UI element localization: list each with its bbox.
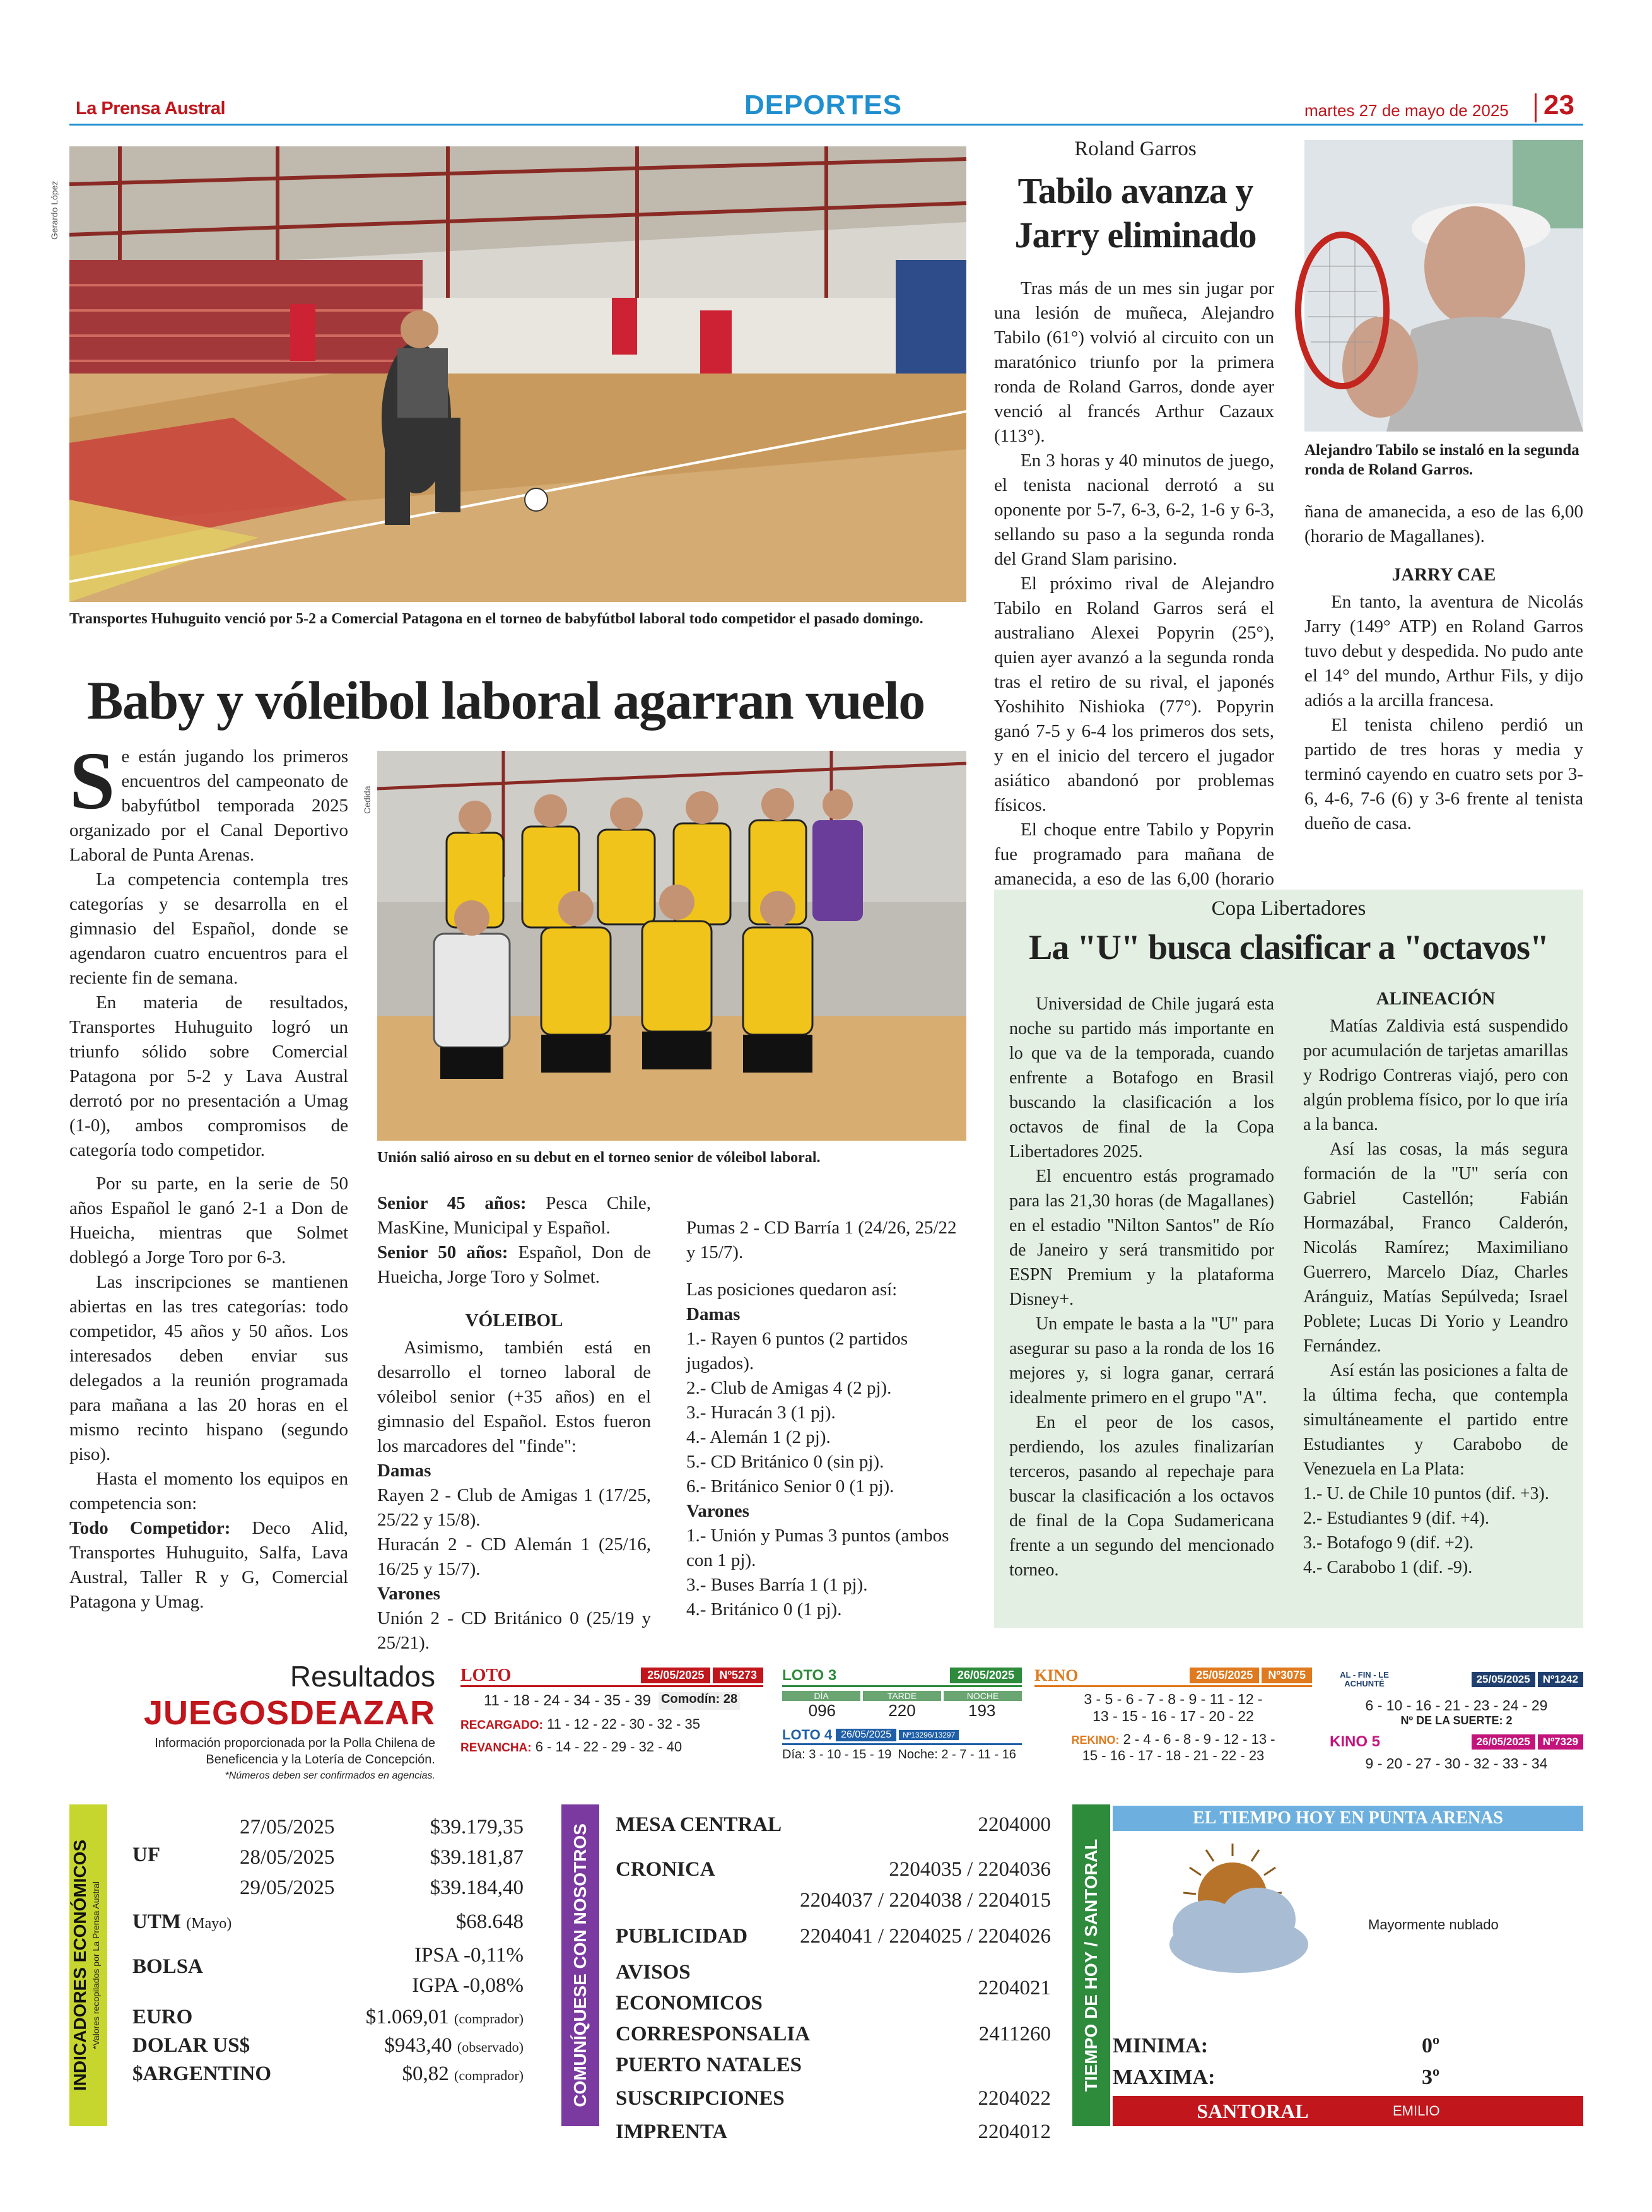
loto3-block: LOTO 3 26/05/2025 DÍA TARDE NOCHE 096 220 193 LOTO 4 26/05/2025 Nº13296/13297 Día: 3 - 10 - 15 - 19 Noche: 2 - 7 - 11 - 16	[782, 1666, 1022, 1762]
pos-damas-3: 3.- Huracán 3 (1 pj).	[686, 1403, 836, 1423]
baby-column-2	[377, 1191, 651, 1656]
voleibol-subhead: VÓLEIBOL	[465, 1310, 563, 1331]
tabilo-p5: En tanto, la aventura de Nicolás Jarry (149° ATP) en Roland Garros tuvo debut y despedida. No pudo ante el 14° del mundo, Arthur Fils, y dijo adiós a la arcilla francesa.	[1304, 592, 1583, 710]
tabilo-p1: Tras más de un mes sin jugar por una lesión de muñeca, Alejandro Tabilo (61°) volvió al circuito con un maratónico triunfo por la primera ronda de Roland Garros, donde ayer venció al francés Arthur Cazaux (113°).	[994, 278, 1274, 446]
baby-headline: Baby y vóleibol laboral agarran vuelo	[87, 670, 925, 731]
page-number: 23	[1544, 90, 1574, 121]
pos-varones-2: 3.- Buses Barría 1 (1 pj).	[686, 1575, 868, 1595]
header-rule	[69, 124, 1583, 126]
pos-damas-2: 2.- Club de Amigas 4 (2 pj).	[686, 1378, 892, 1398]
baby-p6: Hasta el momento los equipos en competencia son:	[69, 1469, 348, 1514]
indicadores-side-label: INDICADORES ECONÓMICOS *Valores recopilados por La Prensa Austral	[70, 1839, 101, 2091]
senior-50: Senior 50 años: Español, Don de Hueicha, Jorge Toro y Solmet.	[377, 1242, 651, 1287]
copa-p7: Así están las posiciones a falta de la última fecha, que contempla simultáneamente el partido entre Estudiantes y Carabobo de Venezuela en La Plata:	[1303, 1361, 1568, 1479]
pos-varones-3: 4.- Británico 0 (1 pj).	[686, 1599, 842, 1620]
copa-column-1	[1009, 992, 1274, 1582]
tabilo-p2: En 3 horas y 40 minutos de juego, el tenista nacional derrotó a su oponente por 5-7, 6-3, 6-2, 1-6 y 6-3, sellando su paso a la segunda ronda del Grand Slam parisino.	[994, 450, 1274, 569]
pos-damas-6: 6.- Británico Senior 0 (1 pj).	[686, 1476, 894, 1497]
pos-varones-subhead: Varones	[686, 1501, 749, 1521]
photo-credit-cedida: Cedida	[362, 785, 372, 814]
tabilo-column-2	[1304, 500, 1583, 836]
tabilo-photo	[1304, 140, 1583, 432]
baby-p2: La competencia contempla tres categorías y se desarrolla en el gimnasio del Español, donde se agendaron cuatro encuentros para el reciente fin de semana.	[69, 869, 348, 988]
contacto-table: MESA CENTRAL 2204000 CRONICA 2204035 / 2204036 2204037 / 2204038 / 2204015 PUBLICIDAD 2204041 / 2204025 / 2204026 AVISOS ECONOMICOS 2204021 CORRESPONSALIA 2411260 PUERTO NATALES SUSCRIPCIONES 2204022 IMPRENTA 2204012	[616, 1813, 1051, 2143]
varones-result-2: Pumas 2 - CD Barría 1 (24/26, 25/22 y 15/7).	[686, 1218, 957, 1262]
copa-standing-3: 3.- Botafogo 9 (dif. +2).	[1303, 1533, 1474, 1553]
copa-standing-4: 4.- Carabobo 1 (dif. -9).	[1303, 1558, 1473, 1577]
damas-subhead: Damas	[377, 1461, 431, 1481]
partly-cloudy-icon	[1157, 1844, 1321, 1982]
copa-column-2	[1303, 984, 1568, 1580]
photo-credit-gerardo: Gerardo López	[49, 180, 59, 240]
jarry-subhead: JARRY CAE	[1391, 565, 1496, 585]
copa-p2: El encuentro estás programado para las 21,30 horas (de Magallanes) en el estadio "Nilton Santos" de Río de Janeiro y será transmitido por ESPN Premium y la plataforma Disney+.	[1009, 1167, 1274, 1309]
photo1-caption: Transportes Huhuguito venció por 5-2 a Comercial Patagona en el torneo de babyfútbol laboral todo competidor el pasado domingo.	[69, 611, 923, 627]
tabilo-photo-caption: Alejandro Tabilo se instaló en la segunda ronda de Roland Garros.	[1304, 442, 1579, 478]
tiempo-minmax: MINIMA: 0º MAXIMA: 3º	[1113, 2034, 1440, 2089]
pos-damas-5: 5.- CD Británico 0 (sin pj).	[686, 1452, 884, 1472]
baby-p4: Por su parte, en la serie de 50 años Español le ganó 2-1 a Don de Hueicha, mientras que Solmet doblegó a Jorge Toro por 6-3.	[69, 1174, 348, 1268]
tabilo-p6: El tenista chileno perdió un partido de tres horas y media y terminó cayendo en cuatro sets por 3-6, 4-6, 7-6 (6) y 3-6 frente al tenista dueño de casa.	[1304, 715, 1583, 833]
copa-kicker: Copa Libertadores	[1211, 897, 1366, 920]
azar-title: Resultados JUEGOSDEAZAR Información proporcionada por la Polla Chilena de Beneficencia y la Lotería de Concepción. *Números deben ser confirmados en agencias.	[143, 1660, 435, 1781]
baby-p5: Las inscripciones se mantienen abiertas en las tres categorías: todo competidor, 45 años y 50 años. Los interesados deben enviar sus delegados a la reunión programada para mañana a las 20 horas en el mismo recinto hispano (segundo piso).	[69, 1272, 348, 1464]
contacto-side-label: COMUNÍQUESE CON NOSOTROS	[570, 1823, 590, 2107]
tiempo-title: EL TIEMPO HOY EN PUNTA ARENAS	[1113, 1806, 1583, 1831]
baby-column-3	[686, 1191, 966, 1622]
pos-damas-1: 1.- Rayen 6 puntos (2 partidos jugados).	[686, 1329, 908, 1374]
section-title: DEPORTES	[744, 90, 903, 121]
copa-p1: Universidad de Chile jugará esta noche su partido más importante en lo que va de la temporada, cuando enfrente a Botafogo en Brasil buscando la clasificación a los octavos de final de la Copa Libertadores 2025.	[1009, 994, 1274, 1162]
dropcap: S	[69, 736, 115, 827]
baby-p3: En materia de resultados, Transportes Huhuguito logró un triunfo sólido sobre Comercial Patagona por 5-2 y Lava Austral derrotó por no presentación a Umag (1-0), ambos compromisos de categoría todo competidor.	[69, 992, 348, 1160]
baby-p7: Todo Competidor: Deco Alid, Transportes Huhuguito, Salfa, Lava Austral, Taller R y G, Comercial Patagona y Umag.	[69, 1518, 348, 1612]
tabilo-p3: El próximo rival de Alejandro Tabilo en Roland Garros será el australiano Alexei Popyrin (25°), quien ayer avanzó a la segunda ronda tras el retiro de su rival, el japonés Yoshihito Nishioka (77°). Popyrin ganó 7-5 y 6-4 los primeros dos sets, y en el inicio del tercero el jugador asiático abandonó por problemas físicos.	[994, 574, 1274, 815]
pos-damas-4: 4.- Alemán 1 (2 pj).	[686, 1427, 831, 1447]
varones-subhead: Varones	[377, 1584, 440, 1604]
page-divider	[1535, 93, 1537, 122]
pos-varones-1: 1.- Unión y Pumas 3 puntos (ambos con 1 pj).	[686, 1526, 949, 1570]
baby-p1: e están jugando los primeros encuentros del campeonato de babyfútbol temporada 2025 organizado por el Canal Deportivo Laboral de Punta Arenas.	[69, 746, 348, 865]
tabilo-p4: El choque entre Tabilo y Popyrin fue programado para mañana de amanecida, a eso de las 6,00 (horario	[994, 820, 1274, 889]
tabilo-p4-cont: ñana de amanecida, a eso de las 6,00 (horario de Magallanes).	[1304, 502, 1583, 546]
copa-p6: Así las cosas, la más segura formación de la "U" sería con Gabriel Castellón; Fabián Hormazábal, Franco Calderón, Nicolás Ramírez; Maximiliano Guerrero, Marcelo Díaz, Charles Aránguiz, Matías Sepúlveda; Israel Poblete; Lucas Di Yorio y Leandro Fernández.	[1303, 1139, 1568, 1356]
tiempo-desc: Mayormente nublado	[1368, 1917, 1499, 1933]
copa-standing-1: 1.- U. de Chile 10 puntos (dif. +3).	[1303, 1484, 1549, 1503]
voleibol-team-photo	[377, 751, 966, 1141]
copa-standing-2: 2.- Estudiantes 9 (dif. +4).	[1303, 1509, 1489, 1528]
tabilo-kicker: Roland Garros	[1074, 138, 1197, 160]
tabilo-column-1	[994, 276, 1274, 889]
positions-intro: Las posiciones quedaron así:	[686, 1280, 898, 1300]
baby-column-1	[69, 736, 348, 1615]
copa-p3: Un empate le basta a la "U" para asegurar su paso a la ronda de los 16 mejores y, si logra ganar, cerrará idealmente primero en el grupo "A".	[1009, 1314, 1274, 1408]
kino-block: KINO 25/05/2025 Nº3075 3 - 5 - 6 - 7 - 8 - 9 - 11 - 12 - 13 - 15 - 16 - 17 - 20 - 22 REKINO: 2 - 4 - 6 - 8 - 9 - 12 - 13 - 15 - 16 - 17 - 18 - 21 - 22 - 23	[1034, 1666, 1312, 1764]
copa-p5: Matías Zaldivia está suspendido por acumulación de tarjetas amarillas y Rodrigo Contreras viajó, pero con algún problema físico, por lo que iría a la banca.	[1303, 1016, 1568, 1134]
loto-block: LOTO 25/05/2025 Nº5273 11 - 18 - 24 - 34 - 35 - 39 Comodín: 28 RECARGADO: 11 - 12 - 22 - 30 - 32 - 35 REVANCHA: 6 - 14 - 22 - 29 - 32 - 40	[460, 1666, 763, 1755]
senior-45: Senior 45 años: Pesca Chile, MasKine, Municipal y Español.	[377, 1193, 651, 1238]
damas-result-1: Rayen 2 - Club de Amigas 1 (17/25, 25/22 y 15/8).	[377, 1485, 651, 1530]
tabilo-headline: Tabilo avanza y Jarry eliminado	[1014, 170, 1257, 256]
santoral-bar: SANTORAL EMILIO	[1113, 2096, 1583, 2126]
voleibol-p1: Asimismo, también está en desarrollo el torneo laboral de vóleibol senior (+35 años) en el gimnasio del Español. Estos fueron los marcadores del "finde":	[377, 1338, 651, 1456]
babyfutbol-photo	[69, 146, 966, 602]
pos-damas-subhead: Damas	[686, 1304, 741, 1324]
copa-headline: La "U" busca clasificar a "octavos"	[1028, 928, 1549, 967]
uf-label: UF	[132, 1844, 160, 1866]
tiempo-panel	[1113, 1806, 1583, 2027]
copa-p4: En el peor de los casos, perdiendo, los azules finalizarían terceros, pasando al repechaje para buscar la clasificación a los octavos de final de la Copa Sudamericana frente a un segundo del mencionado torneo.	[1009, 1413, 1274, 1580]
damas-result-2: Huracán 2 - CD Alemán 1 (25/16, 16/25 y 15/7).	[377, 1534, 651, 1579]
alfin-block: AL - FIN - LE ACHUNTÉ 25/05/2025 Nº1242 6 - 10 - 16 - 21 - 23 - 24 - 29 Nº DE LA SUERTE: 2 KINO 5 26/05/2025 Nº7329 9 - 20 - 27 - 30 - 32 - 33 - 34	[1330, 1666, 1583, 1772]
tiempo-side-label: TIEMPO DE HOY / SANTORAL	[1081, 1838, 1101, 2092]
varones-result-1: Unión 2 - CD Británico 0 (25/19 y 25/21).	[377, 1608, 651, 1653]
indicadores-table: UF 27/05/2025 $39.179,35 28/05/2025 $39.181,87 29/05/2025 $39.184,40 UTM (Mayo) $68.648 BOLSA IPSA -0,11% IGPA -0,08% EURO $1.069,01 (comprador) DOLAR US$ $943,40 (observado) $ARGENTINO $0,82 (comprador)	[132, 1812, 524, 2086]
alineacion-subhead: ALINEACIÓN	[1376, 989, 1496, 1009]
photo2-caption: Unión salió airoso en su debut en el torneo senior de vóleibol laboral.	[377, 1150, 821, 1166]
issue-date: martes 27 de mayo de 2025	[1304, 101, 1509, 120]
newspaper-name: La Prensa Austral	[76, 98, 226, 119]
